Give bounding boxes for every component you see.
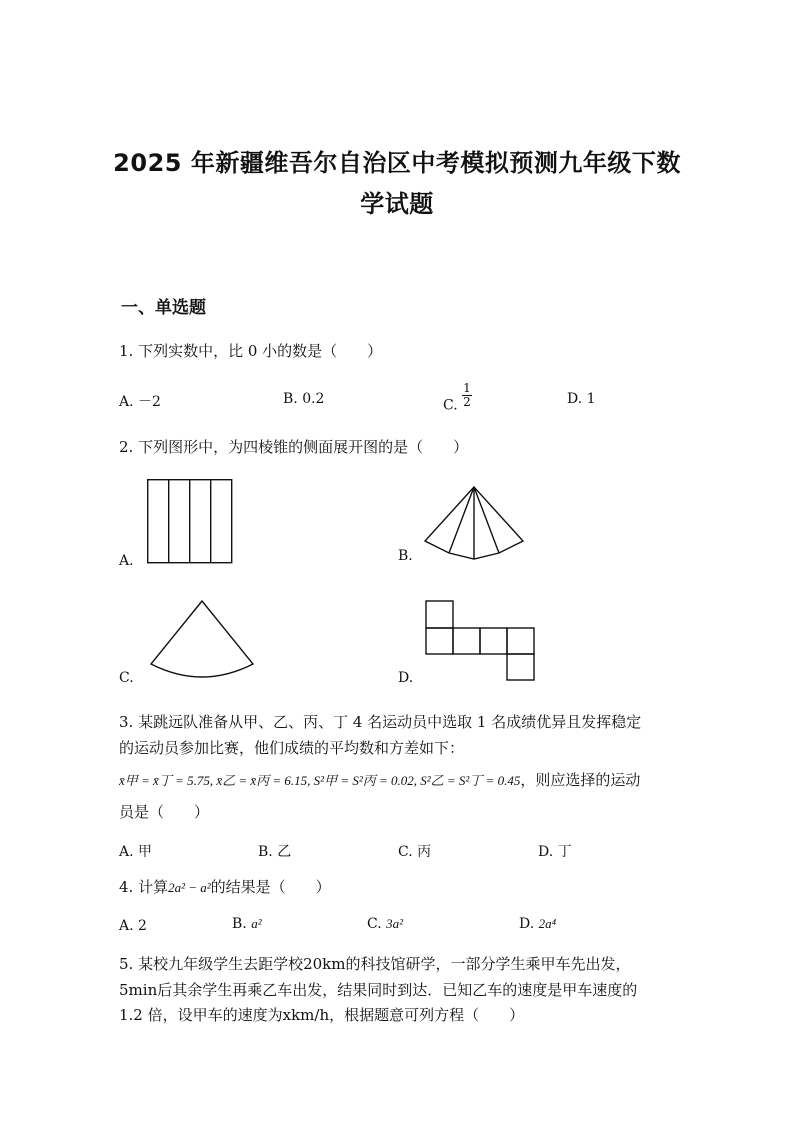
q3-stem-line3-tail: ，则应选择的运动 <box>520 771 641 789</box>
q4-option-c[interactable] <box>367 916 403 932</box>
q2-figure-a-rectangles <box>147 479 233 564</box>
q4-option-d[interactable] <box>519 916 556 932</box>
q3-stem-line2: 的运动员参加比赛，他们成绩的平均数和方差如下： <box>119 739 465 757</box>
q2-figure-d-squares-net <box>425 600 536 681</box>
q2-option-d[interactable]: D. <box>398 670 414 686</box>
q4-option-d-math: 2a⁴ <box>538 916 557 931</box>
q1-stem: 1. 下列实数中，比 0 小的数是（ ） <box>119 342 383 360</box>
q4-option-b[interactable] <box>232 916 262 932</box>
q5-line3: 1.2 倍，设甲车的速度为xkm/h，根据题意可列方程（ ） <box>119 1006 525 1024</box>
q2-stem: 2. 下列图形中，为四棱锥的侧面展开图的是（ ） <box>119 438 469 456</box>
q3-option-c[interactable]: C. 丙 <box>398 844 432 860</box>
q4-option-b-label: B. <box>232 916 247 932</box>
q3-stem-line1: 3. 某跳远队准备从甲、乙、丙、丁 4 名运动员中选取 1 名成绩优异且发挥稳定 <box>119 713 642 731</box>
fraction-denominator: 2 <box>463 395 471 409</box>
q1-option-d[interactable]: D. 1 <box>567 391 596 407</box>
q1-option-b[interactable]: B. 0.2 <box>283 391 325 407</box>
q1-option-c-label: C. <box>443 397 458 414</box>
q4-stem <box>119 876 331 899</box>
q4-expression: 2a² − a² <box>168 880 211 895</box>
q2-option-c[interactable]: C. <box>119 670 134 686</box>
q5-line1: 5. 某校九年级学生去距学校20km的科技馆研学，一部分学生乘甲车先出发， <box>119 955 631 973</box>
q2-option-b[interactable]: B. <box>398 548 413 564</box>
q3-formula: x̄甲 = x̄丁 = 5.75, x̄乙 = x̄丙 = 6.15, S²甲 = S²丙 = 0.02, S²乙 = S²丁 = 0.45 <box>119 773 521 788</box>
q3-option-b[interactable]: B. 乙 <box>258 844 292 860</box>
section-heading: 一、单选题 <box>121 298 206 318</box>
page-title-line1: 2025 年新疆维吾尔自治区中考模拟预测九年级下数 <box>113 149 681 177</box>
q1-option-c[interactable] <box>443 382 472 414</box>
q4-stem-prefix: 4. 计算 <box>119 878 169 896</box>
q4-option-b-math: a² <box>251 916 262 931</box>
q4-option-c-math: 3a² <box>386 916 404 931</box>
q1-option-c-fraction <box>462 382 472 409</box>
q3-option-a[interactable]: A. 甲 <box>119 844 153 860</box>
q4-stem-suffix: 的结果是（ ） <box>210 878 331 896</box>
fraction-numerator: 1 <box>463 381 471 395</box>
q5-line2: 5min后其余学生再乘乙车出发，结果同时到达．已知乙车的速度是甲车速度的 <box>119 981 638 999</box>
q3-option-d[interactable]: D. 丁 <box>538 844 572 860</box>
q4-option-c-label: C. <box>367 916 382 932</box>
q1-option-a[interactable]: A. －2 <box>119 394 161 410</box>
q3-stem-line4: 员是（ ） <box>119 803 210 821</box>
q4-option-d-label: D. <box>519 916 535 932</box>
q2-option-a[interactable]: A. <box>119 553 134 569</box>
q4-option-a[interactable]: A. 2 <box>119 918 147 934</box>
q3-stem-line3 <box>119 769 640 792</box>
q2-figure-b-triangles <box>424 486 524 560</box>
q2-figure-c-sector <box>150 600 254 680</box>
page-title-line2: 学试题 <box>360 190 434 218</box>
